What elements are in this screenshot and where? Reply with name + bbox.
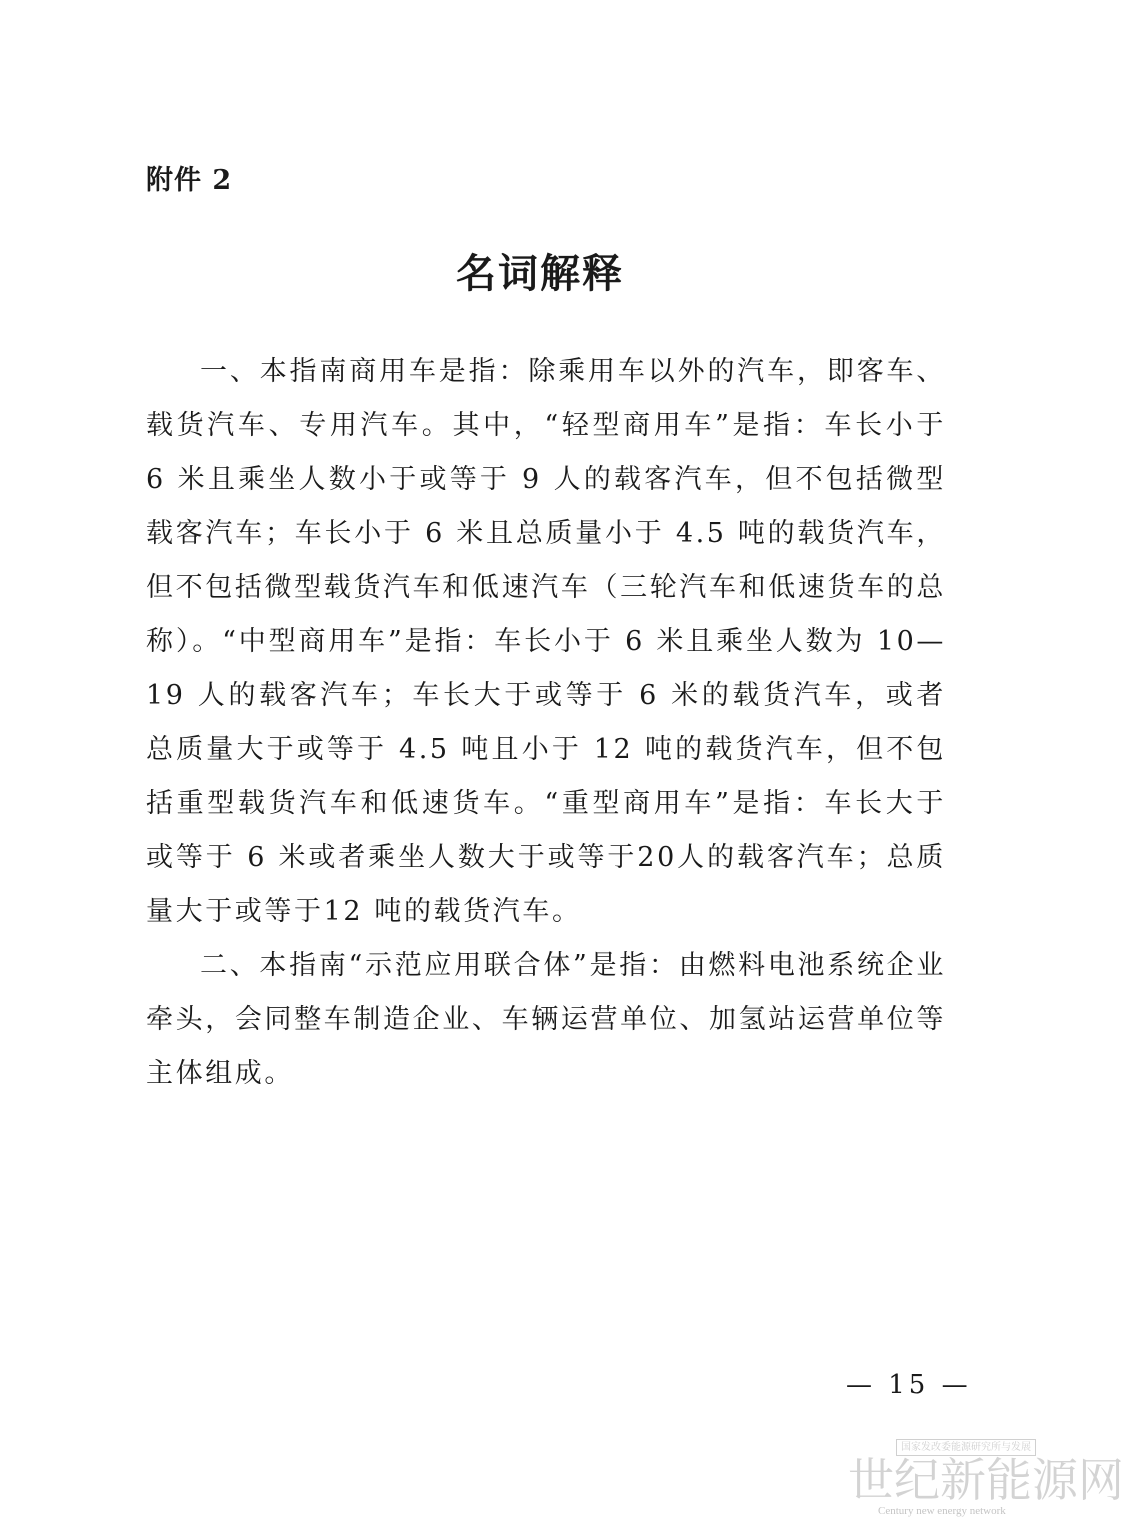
watermark-logo [848, 1439, 1124, 1519]
document-title: 名词解释 [456, 250, 624, 297]
paragraph-demonstration-consortium-definition: 二、本指南“示范应用联合体”是指：由燃料电池系统企业牵头，会同整车制造企业、车辆运营单位、加氢站运营单位等主体组成。 [146, 950, 946, 1089]
paragraph-commercial-vehicle-definition: 一、本指南商用车是指：除乘用车以外的汽车，即客车、载货汽车、专用汽车。其中，“轻型商用车”是指：车长小于 6 米且乘坐人数小于或等于 9 人的载客汽车，但不包括微型载客汽车；车长小于 6 米且总质量小于 4.5 吨的载货汽车，但不包括微型载货汽车和低速汽车（三轮汽车和低速货车的总称）。“中型商用车”是指：车长小于 6 米且乘坐人数为 10—19 人的载客汽车；车长大于或等于 6 米的载货汽车，或者总质量大于或等于 4.5 吨且小于 12 吨的载货汽车，但不包括重型载货汽车和低速货车。“重型商用车”是指：车长大于或等于 6 米或者乘坐人数大于或等于20人的载客汽车；总质量大于或等于12 吨的载货汽车。 [146, 356, 946, 927]
document-body [146, 345, 946, 1101]
watermark-name: 世纪新能源网 [848, 1453, 1124, 1507]
attachment-label: 附件 2 [146, 165, 233, 196]
watermark-english: Century new energy network [878, 1505, 1006, 1517]
watermark-tag: 国家发改委能源研究所与发展 [896, 1439, 1036, 1456]
page-number: — 15 — [846, 1370, 972, 1400]
